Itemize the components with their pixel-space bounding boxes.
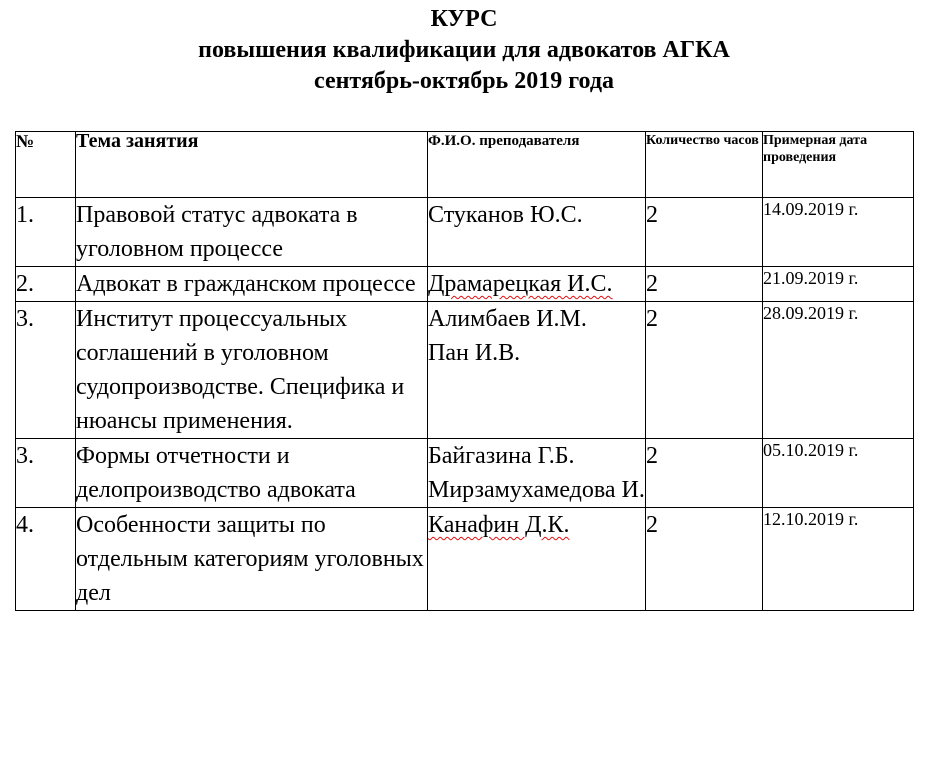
row-date: 12.10.2019 г. — [763, 508, 914, 611]
table-row — [16, 198, 914, 267]
row-topic: Формы отчетности и делопроизводство адвоката — [76, 439, 428, 508]
title-line-3: сентябрь-октябрь 2019 года — [314, 68, 614, 94]
row-date: 21.09.2019 г. — [763, 267, 914, 302]
teacher-name: Драмарецкая И.С. — [428, 271, 613, 297]
column-header-date: Примерная дата проведения — [763, 132, 914, 198]
row-teacher — [428, 267, 646, 302]
row-number: 2. — [16, 267, 76, 302]
row-hours: 2 — [646, 439, 763, 508]
course-schedule-table — [15, 131, 914, 611]
teacher-name: Алимбаев И.М. — [428, 306, 587, 332]
title-line-1: КУРС — [430, 6, 498, 32]
table-row — [16, 508, 914, 611]
row-number: 3. — [16, 302, 76, 439]
row-hours: 2 — [646, 267, 763, 302]
row-number: 1. — [16, 198, 76, 267]
row-date: 05.10.2019 г. — [763, 439, 914, 508]
teacher-name: Пан И.В. — [428, 340, 521, 366]
column-header-teacher: Ф.И.О. преподавателя — [428, 132, 646, 198]
teacher-name: Стуканов Ю.С. — [428, 202, 583, 228]
row-hours: 2 — [646, 508, 763, 611]
row-topic: Институт процессуальных соглашений в уголовном судопроизводстве. Специфика и нюансы применения. — [76, 302, 428, 439]
row-topic: Адвокат в гражданском процессе — [76, 267, 428, 302]
table-header-row — [16, 132, 914, 198]
title-line-2: повышения квалификации для адвокатов АГКА — [198, 37, 730, 63]
teacher-name: Канафин Д.К. — [428, 512, 570, 538]
row-number: 4. — [16, 508, 76, 611]
row-teacher — [428, 508, 646, 611]
column-header-number: № — [16, 132, 76, 198]
row-teacher — [428, 439, 646, 508]
row-teacher — [428, 302, 646, 439]
row-number: 3. — [16, 439, 76, 508]
row-date: 14.09.2019 г. — [763, 198, 914, 267]
teacher-name: Байгазина Г.Б. — [428, 443, 575, 469]
row-topic: Особенности защиты по отдельным категориям уголовных дел — [76, 508, 428, 611]
document-title — [0, 4, 928, 97]
row-hours: 2 — [646, 302, 763, 439]
row-topic: Правовой статус адвоката в уголовном процессе — [76, 198, 428, 267]
column-header-hours: Количество часов — [646, 132, 763, 198]
teacher-name: Мирзамухамедова И. — [428, 477, 645, 503]
table-row — [16, 267, 914, 302]
row-hours: 2 — [646, 198, 763, 267]
table-row — [16, 439, 914, 508]
row-teacher — [428, 198, 646, 267]
table-row — [16, 302, 914, 439]
column-header-topic: Тема занятия — [76, 132, 428, 198]
row-date: 28.09.2019 г. — [763, 302, 914, 439]
